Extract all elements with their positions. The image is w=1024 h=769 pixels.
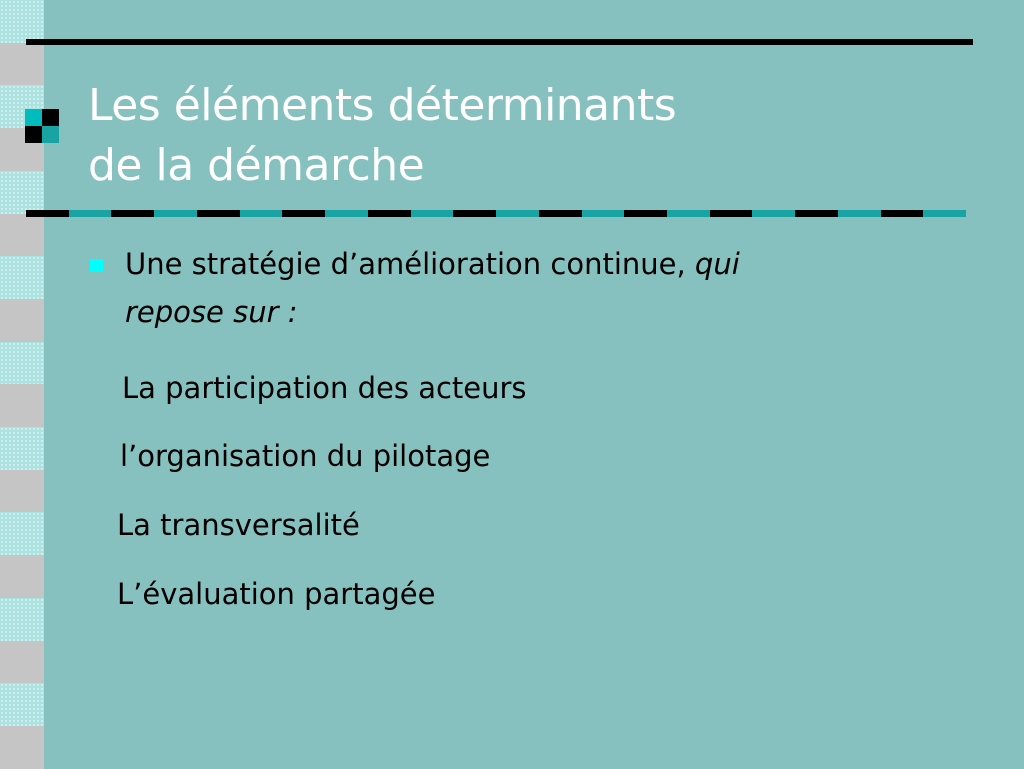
divider-dash [710, 210, 753, 217]
divider-dash [26, 210, 69, 217]
divider-dash [111, 210, 154, 217]
strip-block [0, 171, 44, 214]
divider-dash [667, 210, 710, 217]
sub-item-transversalite: La transversalité [117, 508, 360, 542]
top-black-rule [26, 39, 973, 45]
strip-block [0, 512, 44, 555]
divider-dash [325, 210, 368, 217]
strip-block [0, 214, 44, 257]
divider-dash [282, 210, 325, 217]
strip-block [0, 683, 44, 726]
strip-block [0, 726, 44, 769]
strip-block [0, 384, 44, 427]
main-bullet-text [125, 240, 740, 336]
divider-dash [795, 210, 838, 217]
strip-block [0, 43, 44, 86]
divider-dash [240, 210, 283, 217]
strip-block [0, 598, 44, 641]
divider-dash [154, 210, 197, 217]
slide-title-line-2: de la démarche [88, 140, 425, 191]
divider-dash [197, 210, 240, 217]
strip-block [0, 470, 44, 513]
cyan-square-bullet-icon [90, 259, 103, 272]
strip-block [0, 299, 44, 342]
strip-block [0, 342, 44, 385]
strip-block [0, 256, 44, 299]
sub-item-pilotage: l’organisation du pilotage [120, 439, 491, 473]
divider-dash [368, 210, 411, 217]
dashed-divider-rule [26, 210, 966, 217]
divider-dash [881, 210, 924, 217]
bullet-text-italic-part2: repose sur : [125, 295, 298, 329]
strip-block [0, 427, 44, 470]
slide-title-line-1: Les éléments déterminants [88, 80, 677, 131]
strip-block [0, 0, 44, 43]
bullet-text-italic-part1: qui [694, 247, 740, 281]
title-square-bullet-icon [25, 109, 59, 143]
bullet-text-regular: Une stratégie d’amélioration continue, [125, 247, 695, 281]
slide-title [88, 76, 676, 196]
sub-item-participation: La participation des acteurs [122, 371, 527, 405]
divider-dash [496, 210, 539, 217]
strip-block [0, 641, 44, 684]
divider-dash [69, 210, 112, 217]
divider-dash [838, 210, 881, 217]
divider-dash [752, 210, 795, 217]
divider-dash [923, 210, 966, 217]
sub-item-evaluation: L’évaluation partagée [117, 577, 436, 611]
divider-dash [624, 210, 667, 217]
divider-dash [582, 210, 625, 217]
divider-dash [539, 210, 582, 217]
divider-dash [411, 210, 454, 217]
strip-block [0, 555, 44, 598]
divider-dash [453, 210, 496, 217]
